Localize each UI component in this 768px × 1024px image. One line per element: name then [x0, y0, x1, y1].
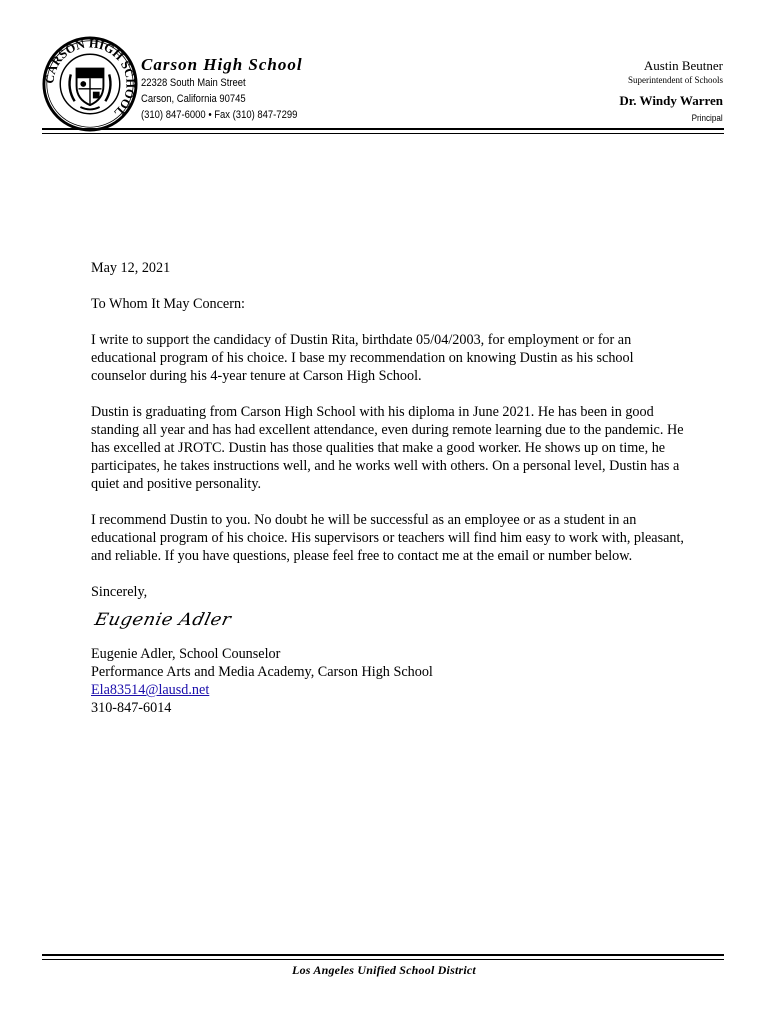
footer-district: Los Angeles Unified School District	[292, 963, 476, 977]
signer-program: Performance Arts and Media Academy, Carson High School	[91, 664, 433, 680]
letter-paragraph-1: I write to support the candidacy of Dustin Rita, birthdate 05/04/2003, for employment or for an educational program of his choice. I base my recommendation on knowing Dustin as his school counselor during his 4-year tenure at Carson High School.	[91, 332, 634, 384]
signature-block	[91, 645, 691, 717]
header-divider-thin	[42, 133, 724, 134]
administrators	[619, 58, 723, 125]
school-info	[141, 55, 323, 123]
school-address-street: 22328 South Main Street	[141, 77, 246, 89]
footer-divider-thick	[42, 954, 724, 956]
letter-closing: Sincerely,	[91, 584, 148, 600]
principal-name: Dr. Windy Warren	[619, 93, 723, 108]
superintendent-name: Austin Beutner	[643, 58, 723, 73]
school-seal-logo	[42, 36, 138, 132]
footer-divider-thin	[42, 959, 724, 960]
superintendent-title: Superintendent of Schools	[628, 75, 723, 85]
school-phone-fax: (310) 847-6000 • Fax (310) 847-7299	[141, 109, 298, 121]
letter-date: May 12, 2021	[91, 260, 171, 276]
signer-email-link[interactable]: Ela83514@lausd.net	[91, 682, 210, 698]
letter-paragraph-3: I recommend Dustin to you. No doubt he will be successful as an employee or as a student in an educational program of his choice. His supervisors or teachers will find him easy to work with, pleasant, and reliable. If you have questions, please feel free to contact me at the email or number below.	[91, 512, 684, 564]
seal-text: CARSON HIGH SCHOOL	[42, 36, 138, 120]
letter-body	[91, 259, 691, 717]
letter-salutation: To Whom It May Concern:	[91, 296, 245, 312]
handwritten-signature: Eugenie Adler	[92, 610, 234, 630]
signer-name-title: Eugenie Adler, School Counselor	[91, 646, 281, 662]
header-divider-thick	[42, 128, 724, 130]
school-name: Carson High School	[141, 55, 303, 74]
principal-title: Principal	[691, 113, 723, 123]
signer-phone: 310-847-6014	[91, 700, 172, 716]
school-address-city: Carson, California 90745	[141, 93, 246, 105]
letter-paragraph-2: Dustin is graduating from Carson High School with his diploma in June 2021. He has been in good standing all year and has had excellent attendance, even during remote learning due to the pandemic. He has excelled at JROTC. Dustin has those qualities that make a good worker. He shows up on time, he participates, he takes instructions well, and he works well with others. On a personal level, Dustin has a quiet and positive personality.	[91, 404, 684, 492]
